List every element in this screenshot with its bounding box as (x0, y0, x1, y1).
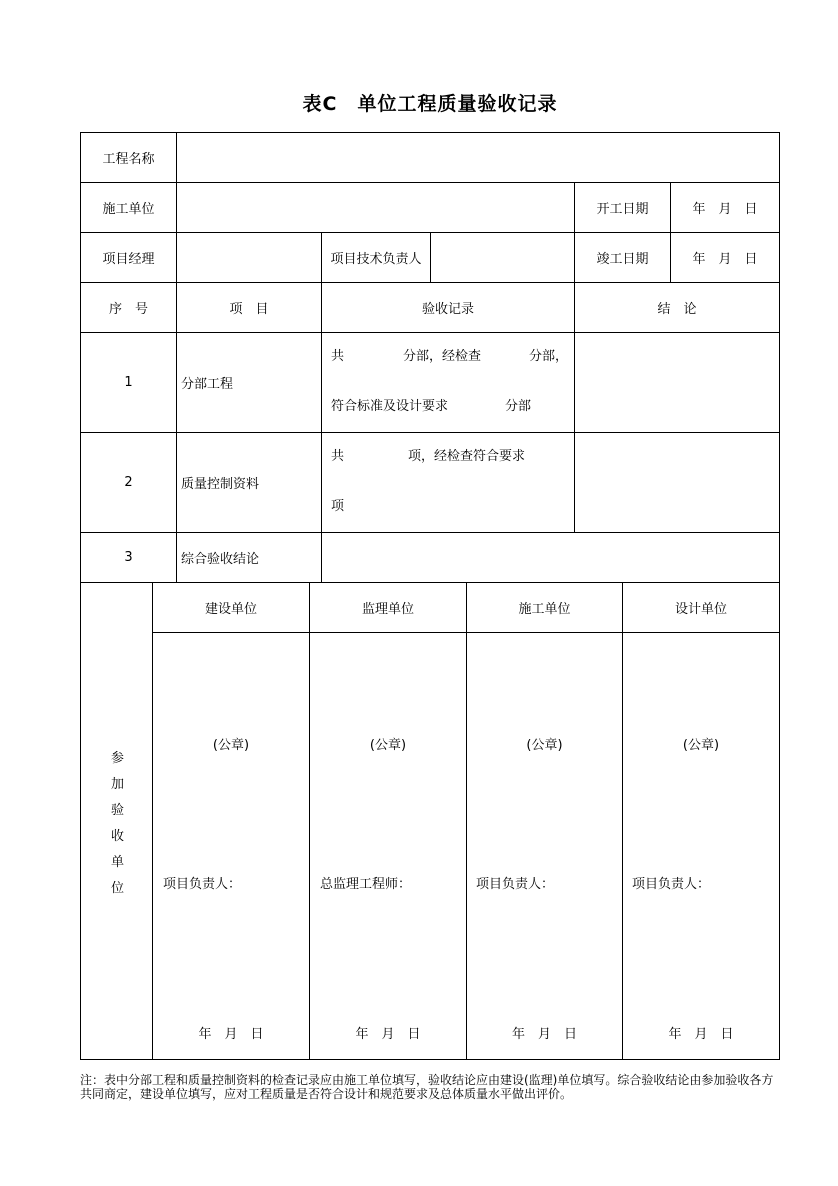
header-conclusion: 结 论 (574, 282, 780, 333)
participants-char: 加 (111, 777, 125, 792)
item-1-text: 分部，经检查 (403, 349, 482, 364)
date-label: 年 月 日 (668, 1027, 734, 1042)
field-start-date[interactable]: 年 月 日 (670, 182, 780, 233)
label-construction-unit: 施工单位 (80, 182, 177, 233)
seal-label: (公章) (212, 738, 250, 753)
item-1-text: 共 (331, 349, 345, 364)
item-1-no: 1 (80, 332, 177, 433)
unit-sign-owner[interactable] (152, 632, 310, 1060)
item-2-no: 2 (80, 432, 177, 533)
label-project-manager: 项目经理 (80, 232, 177, 283)
field-completion-date[interactable]: 年 月 日 (670, 232, 780, 283)
item-2-text: 项，经检查符合要求 (408, 449, 526, 464)
item-3-no: 3 (80, 532, 177, 583)
signer-label: 项目负责人： (476, 877, 555, 892)
footnote: 注：表中分部工程和质量控制资料的检查记录应由施工单位填写，验收结论应由建设(监理)单位填写。综合验收结论由参加验收各方共同商定，建设单位填写，应对工程质量是否符合设计和规范要求及总体质量水平做出评价。 (80, 1073, 774, 1101)
field-project-manager[interactable] (176, 232, 322, 283)
date-label: 年 月 日 (355, 1027, 421, 1042)
signer-label: 项目负责人： (632, 877, 711, 892)
date-label: 年 月 日 (511, 1027, 577, 1042)
unit-sign-contractor[interactable] (466, 632, 623, 1060)
participants-char: 单 (111, 855, 125, 870)
field-construction-unit[interactable] (176, 182, 575, 233)
unit-header-contractor: 施工单位 (466, 582, 623, 633)
item-2-text: 共 (331, 449, 345, 464)
seal-label: (公章) (526, 738, 563, 753)
item-1-text: 符合标准及设计要求 (331, 399, 449, 414)
seal-label: (公章) (369, 738, 407, 753)
field-tech-lead[interactable] (430, 232, 575, 283)
unit-header-designer: 设计单位 (622, 582, 780, 633)
seal-label: (公章) (682, 738, 720, 753)
date-label: 年 月 日 (198, 1027, 264, 1042)
item-2-name: 质量控制资料 (176, 432, 322, 533)
item-3-name: 综合验收结论 (176, 532, 322, 583)
header-seq: 序 号 (80, 282, 177, 333)
label-project-name: 工程名称 (80, 132, 177, 183)
item-1-text: 分部， (529, 349, 569, 364)
participants-char: 收 (111, 829, 125, 844)
label-tech-lead: 项目技术负责人 (321, 232, 431, 283)
item-1-name: 分部工程 (176, 332, 322, 433)
unit-sign-designer[interactable] (622, 632, 780, 1060)
label-start-date: 开工日期 (574, 182, 671, 233)
participants-char: 位 (111, 881, 125, 896)
item-2-text: 项 (331, 499, 345, 514)
signer-label: 总监理工程师： (320, 877, 412, 892)
header-record: 验收记录 (321, 282, 575, 333)
page-title: 表C 单位工程质量验收记录 (302, 93, 558, 115)
item-1-text: 分部 (505, 399, 532, 414)
participants-char: 参 (111, 751, 125, 766)
signer-label: 项目负责人： (163, 877, 242, 892)
item-1-conclusion[interactable] (574, 332, 780, 433)
header-item: 项 目 (176, 282, 322, 333)
item-2-record[interactable] (321, 432, 575, 533)
item-3-conclusion[interactable] (321, 532, 780, 583)
unit-sign-supervisor[interactable] (309, 632, 467, 1060)
unit-header-supervisor: 监理单位 (309, 582, 467, 633)
item-2-conclusion[interactable] (574, 432, 780, 533)
field-project-name[interactable] (176, 132, 780, 183)
participants-label (80, 582, 153, 1060)
label-completion-date: 竣工日期 (574, 232, 671, 283)
item-1-record[interactable] (321, 332, 575, 433)
participants-char: 验 (111, 803, 125, 818)
unit-header-owner: 建设单位 (152, 582, 310, 633)
